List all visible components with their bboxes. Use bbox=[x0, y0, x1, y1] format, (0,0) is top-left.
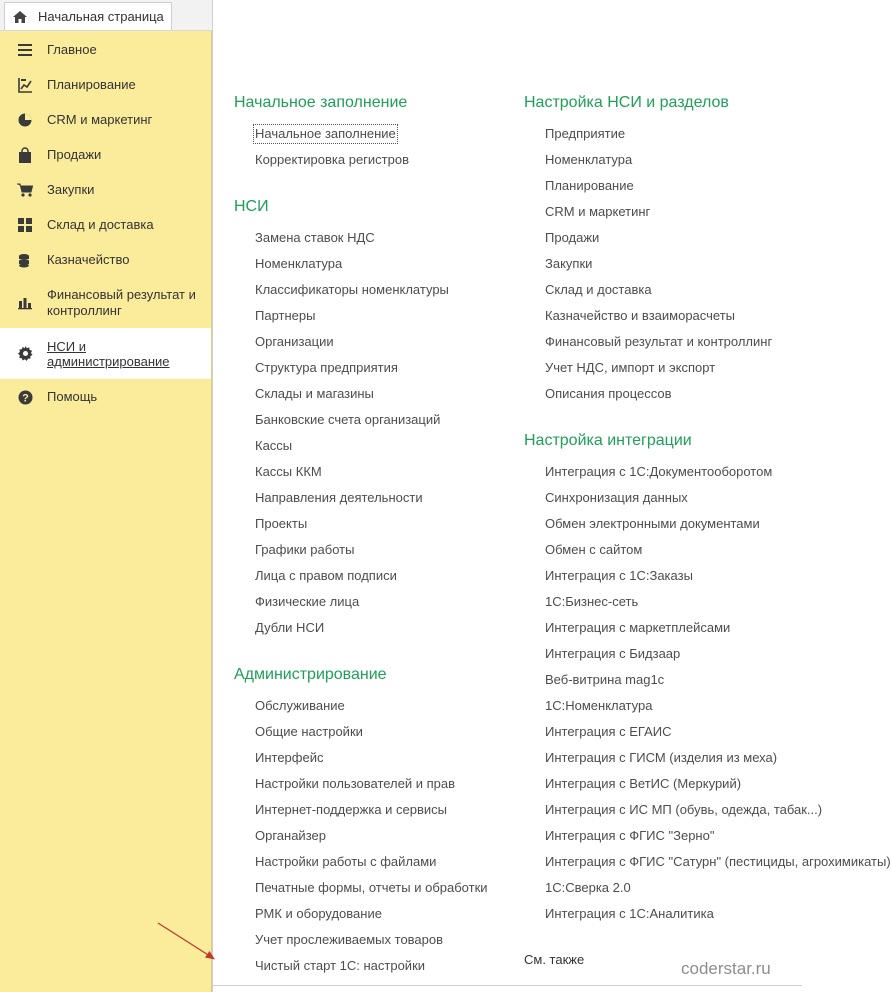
link-nsi[interactable]: Графики работы bbox=[255, 542, 355, 557]
link-nsi[interactable]: Банковские счета организаций bbox=[255, 412, 441, 427]
link-nsi-settings[interactable]: Планирование bbox=[545, 178, 634, 193]
link-nsi[interactable]: Классификаторы номенклатуры bbox=[255, 282, 449, 297]
link-nsi[interactable]: Замена ставок НДС bbox=[255, 230, 375, 245]
link-nsi[interactable]: Структура предприятия bbox=[255, 360, 398, 375]
sidebar-item-label: Казначейство bbox=[47, 252, 130, 267]
sidebar-item-sales[interactable] bbox=[0, 138, 211, 172]
link-integration[interactable]: Обмен электронными документами bbox=[545, 516, 760, 531]
sidebar-item-label: Склад и доставка bbox=[47, 217, 154, 232]
section-title-nsi: НСИ bbox=[234, 198, 269, 215]
sidebar-item-purchases[interactable] bbox=[0, 173, 211, 207]
link-initial-fill[interactable]: Начальное заполнение bbox=[255, 126, 396, 141]
link-nsi-settings[interactable]: Предприятие bbox=[545, 126, 626, 141]
sidebar-item-crm[interactable] bbox=[0, 103, 211, 137]
coins-icon bbox=[17, 252, 33, 268]
see-also-label: См. также bbox=[524, 952, 585, 967]
sidebar-item-label: Продажи bbox=[47, 147, 102, 162]
warehouse-grid-icon bbox=[17, 217, 33, 233]
planning-icon bbox=[17, 77, 33, 93]
link-admin[interactable]: Интерфейс bbox=[255, 750, 324, 765]
sidebar-item-treasury[interactable] bbox=[0, 243, 211, 277]
link-integration[interactable]: Обмен с сайтом bbox=[545, 542, 643, 557]
link-nsi[interactable]: Лица с правом подписи bbox=[255, 568, 397, 583]
sidebar-item-label: Помощь bbox=[47, 389, 98, 404]
sidebar-item-label: CRM и маркетинг bbox=[47, 112, 153, 127]
link-admin[interactable]: Печатные формы, отчеты и обработки bbox=[255, 880, 488, 895]
link-integration[interactable]: Интеграция с ИС МП (обувь, одежда, табак...) bbox=[545, 802, 823, 817]
sidebar-item-label-line2: администрирование bbox=[47, 354, 170, 369]
link-nsi[interactable]: Партнеры bbox=[255, 308, 316, 323]
link-admin[interactable]: Интернет-поддержка и сервисы bbox=[255, 802, 448, 817]
tab-home[interactable] bbox=[4, 2, 172, 30]
sidebar-item-help[interactable] bbox=[0, 380, 211, 414]
sidebar-item-planning[interactable] bbox=[0, 68, 211, 102]
link-admin[interactable]: Настройки работы с файлами bbox=[255, 854, 437, 869]
link-admin[interactable]: Органайзер bbox=[255, 828, 326, 843]
link-nsi[interactable]: Номенклатура bbox=[255, 256, 343, 271]
link-integration[interactable]: Интеграция с Бидзаар bbox=[545, 646, 681, 661]
link-integration[interactable]: Интеграция с ЕГАИС bbox=[545, 724, 672, 739]
link-integration[interactable]: 1С:Бизнес-сеть bbox=[545, 594, 639, 609]
menu-lines-icon bbox=[17, 42, 33, 58]
pie-chart-icon bbox=[17, 112, 33, 128]
link-nsi-settings[interactable]: Казначейство и взаиморасчеты bbox=[545, 308, 735, 323]
link-nsi-settings[interactable]: CRM и маркетинг bbox=[545, 204, 651, 219]
link-integration[interactable]: Интеграция с ГИСМ (изделия из меха) bbox=[545, 750, 778, 765]
link-nsi-settings[interactable]: Учет НДС, импорт и экспорт bbox=[545, 360, 716, 375]
link-nsi[interactable]: Склады и магазины bbox=[255, 386, 374, 401]
link-nsi[interactable]: Направления деятельности bbox=[255, 490, 423, 505]
link-integration[interactable]: Интеграция с ФГИС "Сатурн" (пестициды, агрохимикаты) bbox=[545, 854, 891, 869]
cart-icon bbox=[17, 182, 33, 198]
link-integration[interactable]: Интеграция с маркетплейсами bbox=[545, 620, 731, 635]
sidebar-item-label-line2: контроллинг bbox=[47, 303, 122, 318]
link-nsi[interactable]: Кассы ККМ bbox=[255, 464, 322, 479]
link-integration[interactable]: Интеграция с ФГИС "Зерно" bbox=[545, 828, 715, 843]
link-nsi-settings[interactable]: Склад и доставка bbox=[545, 282, 652, 297]
help-icon bbox=[17, 389, 33, 405]
svg-text:?: ? bbox=[21, 392, 29, 404]
sidebar-item-label: Финансовый результат и bbox=[47, 287, 196, 302]
link-register-adjustment[interactable]: Корректировка регистров bbox=[255, 152, 410, 167]
link-admin[interactable]: Чистый старт 1С: настройки bbox=[255, 958, 426, 973]
watermark: coderstar.ru bbox=[681, 959, 771, 978]
link-integration[interactable]: Интеграция с ВетИС (Меркурий) bbox=[545, 776, 742, 791]
link-admin[interactable]: РМК и оборудование bbox=[255, 906, 382, 921]
sidebar-item-label: Главное bbox=[47, 42, 97, 57]
bottom-divider bbox=[212, 985, 802, 986]
home-icon bbox=[12, 10, 28, 24]
section-title-administration: Администрирование bbox=[234, 666, 387, 683]
link-integration[interactable]: Веб-витрина mag1c bbox=[545, 672, 665, 687]
link-integration[interactable]: Интеграция с 1С:Аналитика bbox=[545, 906, 714, 921]
link-integration[interactable]: 1С:Сверка 2.0 bbox=[545, 880, 631, 895]
sidebar-item-label: Планирование bbox=[47, 77, 136, 92]
shopping-bag-icon bbox=[17, 147, 33, 163]
link-nsi[interactable]: Дубли НСИ bbox=[255, 620, 325, 635]
sidebar-item-label: НСИ и bbox=[47, 339, 86, 354]
link-nsi[interactable]: Проекты bbox=[255, 516, 308, 531]
link-admin[interactable]: Настройки пользователей и прав bbox=[255, 776, 456, 791]
link-nsi-settings[interactable]: Продажи bbox=[545, 230, 600, 245]
content-panel bbox=[212, 0, 891, 992]
tab-strip bbox=[0, 0, 212, 31]
sidebar-item-label: Закупки bbox=[47, 182, 95, 197]
link-integration[interactable]: 1С:Номенклатура bbox=[545, 698, 653, 713]
link-integration[interactable]: Интеграция с 1С:Заказы bbox=[545, 568, 693, 583]
section-title-initial-fill: Начальное заполнение bbox=[234, 94, 408, 111]
bar-chart-icon bbox=[17, 294, 33, 310]
sidebar-item-nsi-admin[interactable] bbox=[0, 328, 211, 379]
sidebar-item-main[interactable] bbox=[0, 33, 211, 67]
annotation-arrow-icon bbox=[155, 920, 219, 962]
sidebar-item-finance[interactable] bbox=[0, 278, 211, 326]
link-nsi[interactable]: Организации bbox=[255, 334, 334, 349]
link-nsi-settings[interactable]: Номенклатура bbox=[545, 152, 633, 167]
link-nsi-settings[interactable]: Закупки bbox=[545, 256, 593, 271]
link-nsi[interactable]: Физические лица bbox=[255, 594, 360, 609]
tab-home-label: Начальная страница bbox=[38, 9, 164, 24]
section-title-nsi-settings: Настройка НСИ и разделов bbox=[524, 94, 729, 111]
link-nsi[interactable]: Кассы bbox=[255, 438, 293, 453]
link-integration[interactable]: Интеграция с 1С:Документооборотом bbox=[545, 464, 773, 479]
sidebar-item-warehouse[interactable] bbox=[0, 208, 211, 242]
link-integration[interactable]: Синхронизация данных bbox=[545, 490, 688, 505]
sidebar bbox=[0, 31, 212, 992]
link-nsi-settings[interactable]: Финансовый результат и контроллинг bbox=[545, 334, 773, 349]
link-admin[interactable]: Учет прослеживаемых товаров bbox=[255, 932, 444, 947]
link-nsi-settings[interactable]: Описания процессов bbox=[545, 386, 672, 401]
gear-icon bbox=[17, 345, 33, 361]
section-title-integration: Настройка интеграции bbox=[524, 432, 692, 449]
link-admin[interactable]: Обслуживание bbox=[255, 698, 345, 713]
link-admin[interactable]: Общие настройки bbox=[255, 724, 363, 739]
